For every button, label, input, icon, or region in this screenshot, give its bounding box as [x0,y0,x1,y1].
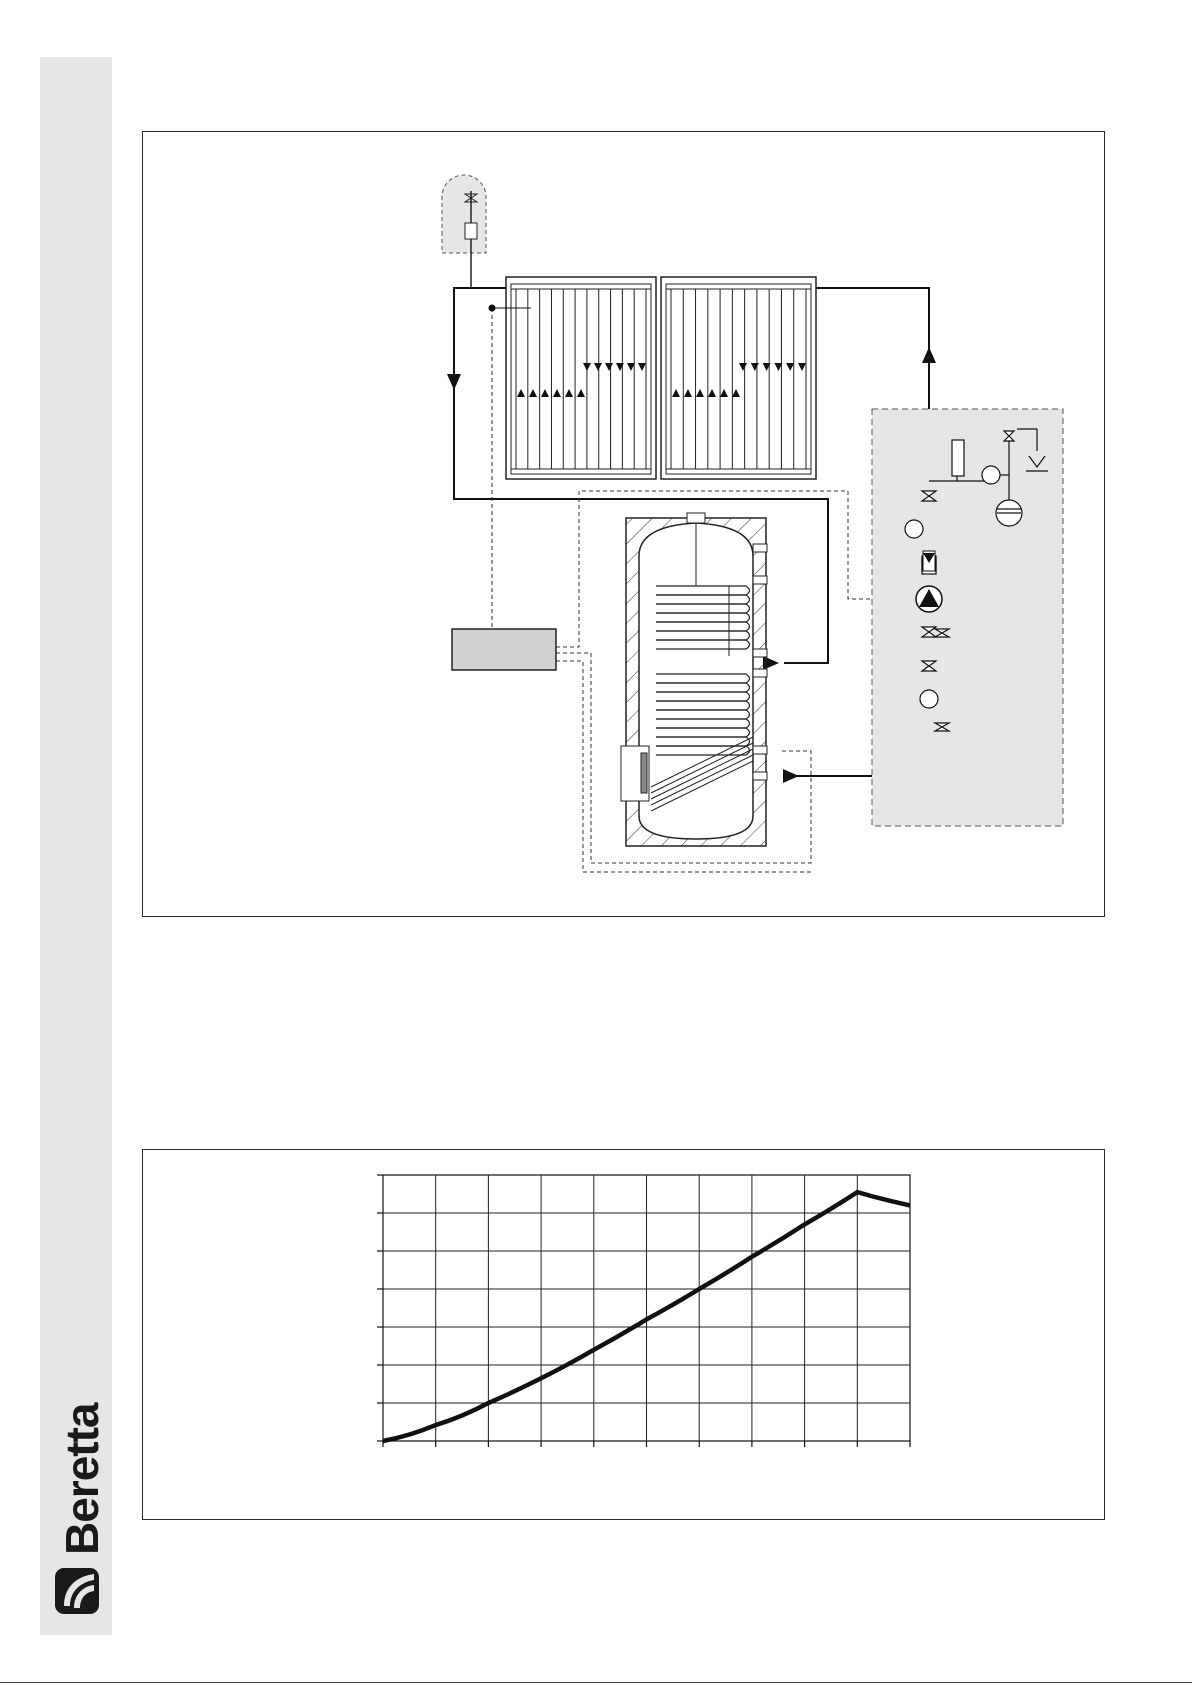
page-bottom-rule [0,1682,1192,1683]
chart-ticks [377,1175,910,1447]
chart-grid [383,1175,910,1441]
side-strip [40,57,112,1635]
chart-frame [142,1149,1105,1520]
control-unit [452,629,556,670]
circulation-pump [916,586,942,612]
air-vent-valve [442,175,486,288]
performance-chart [143,1150,1103,1518]
flow-arrow-up-icon [922,347,936,363]
solar-collector-panel-2 [661,277,816,479]
brand-name: Beretta [56,1403,108,1555]
system-diagram-frame [142,131,1105,917]
flow-arrow-down-icon [447,374,461,390]
flow-arrow-right-icon [783,769,799,783]
tank-thermometer [621,746,649,801]
solar-collector-panel [506,277,656,479]
solar-system-diagram [143,132,1103,915]
